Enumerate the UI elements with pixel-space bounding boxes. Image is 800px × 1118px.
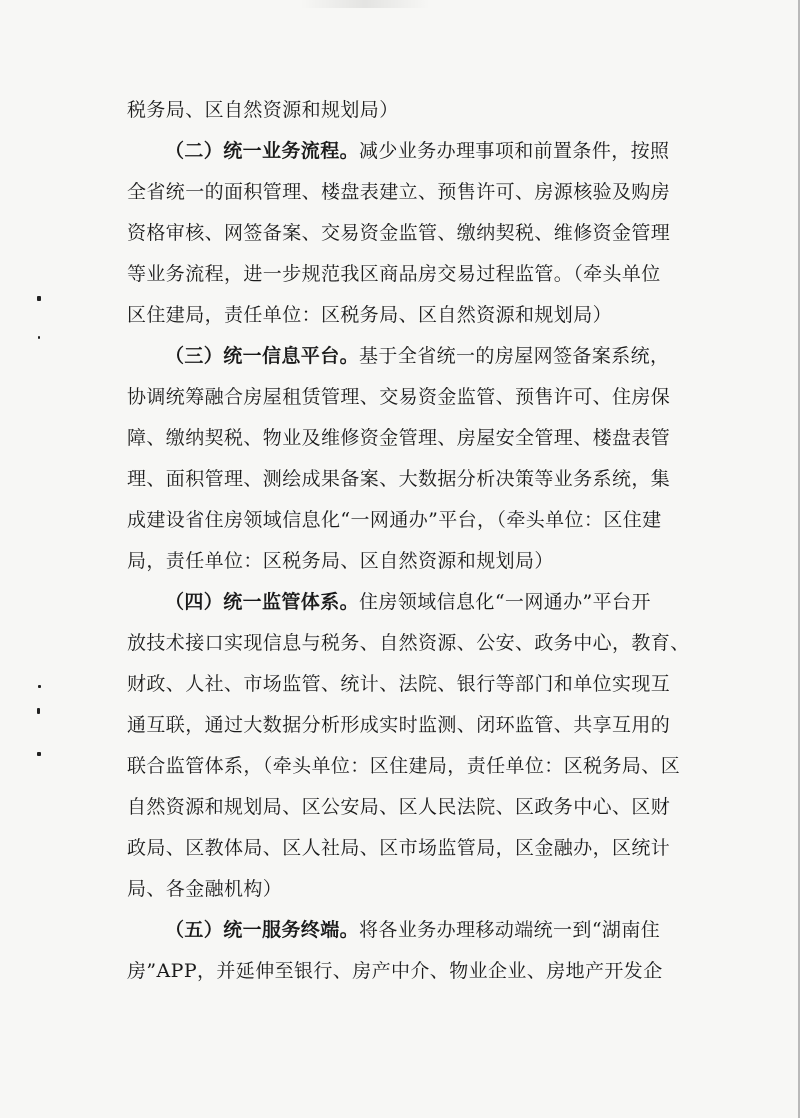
text-line: 成建设省住房领域信息化“一网通办”平台，（牵头单位：区住建	[127, 509, 662, 531]
document-body	[127, 90, 690, 992]
section-heading: （四）统一监管体系。	[165, 591, 360, 613]
text-line: 放技术接口实现信息与税务、自然资源、公安、政务中心，教育、	[127, 632, 690, 654]
paragraph-section-4	[127, 582, 690, 910]
section-heading: （三）统一信息平台。	[165, 345, 360, 367]
text-line: 局、各金融机构）	[127, 878, 283, 900]
paragraph-section-2	[127, 131, 687, 336]
scan-smudge	[300, 0, 430, 8]
text-line	[127, 131, 687, 172]
text-line: 理、面积管理、测绘成果备案、大数据分析决策等业务系统，集	[127, 468, 671, 490]
text-line: 障、缴纳契税、物业及维修资金管理、房屋安全管理、楼盘表管	[127, 427, 671, 449]
paragraph-section-3	[127, 336, 687, 582]
text-run: 将各业务办理移动端统一到“湖南住	[359, 919, 661, 941]
text-line: 联合监管体系，（牵头单位：区住建局，责任单位：区税务局、区	[127, 755, 681, 777]
text-line: 局，责任单位：区税务局、区自然资源和规划局）	[127, 550, 554, 572]
text-run: 住房领域信息化“一网通办”平台开	[359, 591, 651, 613]
section-heading: （五）统一服务终端。	[165, 919, 360, 941]
text-line	[127, 582, 687, 623]
scan-speck	[37, 752, 41, 756]
section-heading: （二）统一业务流程。	[165, 140, 360, 162]
text-line: 等业务流程，进一步规范我区商品房交易过程监管。（牵头单位	[127, 263, 661, 285]
scan-speck	[37, 296, 41, 301]
text-line: 协调统筹融合房屋租赁管理、交易资金监管、预售许可、住房保	[127, 386, 671, 408]
paragraph-continuation	[127, 90, 687, 131]
text-line: 房”APP，并延伸至银行、房产中介、物业企业、房地产开发企	[127, 960, 663, 982]
text-line	[127, 336, 687, 377]
text-line: 通互联，通过大数据分析形成实时监测、闭环监管、共享互用的	[127, 714, 671, 736]
text-line: 区住建局，责任单位：区税务局、区自然资源和规划局）	[127, 304, 613, 326]
text-line: 政局、区教体局、区人社局、区市场监管局，区金融办，区统计	[127, 837, 671, 859]
scan-speck	[37, 708, 40, 714]
text-run: 减少业务办理事项和前置条件，按照	[359, 140, 670, 162]
text-line: 财政、人社、市场监管、统计、法院、银行等部门和单位实现互	[127, 673, 671, 695]
scan-speck	[38, 685, 41, 688]
text-line	[127, 910, 687, 951]
paragraph-section-5	[127, 910, 687, 992]
text-line: 资格审核、网签备案、交易资金监管、缴纳契税、维修资金管理	[127, 222, 671, 244]
text-line: 税务局、区自然资源和规划局）	[127, 99, 399, 121]
scan-speck	[38, 336, 40, 339]
text-line: 自然资源和规划局、区公安局、区人民法院、区政务中心、区财	[127, 796, 671, 818]
text-run: 基于全省统一的房屋网签备案系统，	[359, 345, 670, 367]
text-line: 全省统一的面积管理、楼盘表建立、预售许可、房源核验及购房	[127, 181, 671, 203]
